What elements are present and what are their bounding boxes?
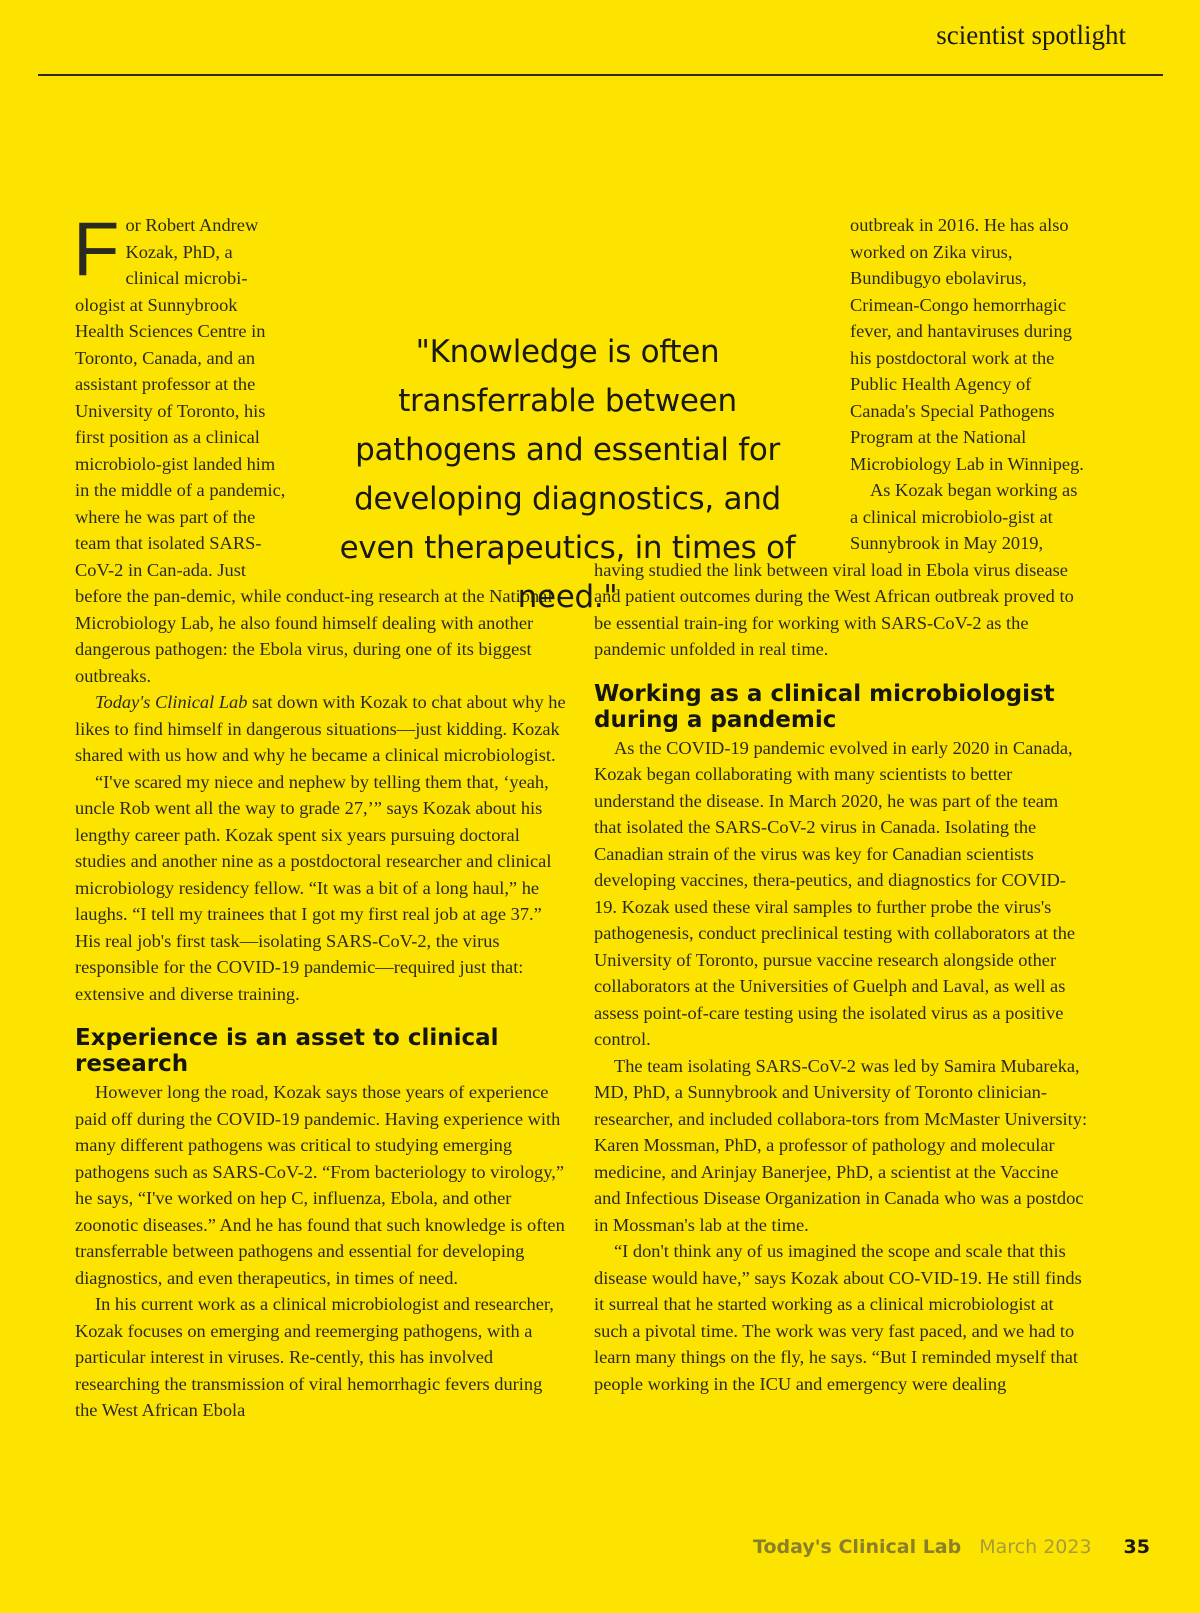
intro-text: or Robert Andrew Kozak, PhD, a clinical microbi-ologist at Sunnybrook Health Sciences Centre in Toronto, Canada, and an assistant professor at the University of Toronto, his first position as a clinical microbiolo-gist landed him in the middle of a pandemic, where he was part of the team that isolated SARS-CoV-2 in Can-ada. Just before the pan-demic, while conduct-ing research at the National Microbiology Lab, he also found himself dealing with another dangerous pathogen: the Ebola virus, during one of its biggest outbreaks. bbox=[75, 215, 553, 686]
section-label: scientist spotlight bbox=[936, 20, 1126, 50]
paragraph: The team isolating SARS-CoV-2 was led by Samira Mubareka, MD, PhD, a Sunnybrook and University of Toronto clinician-researcher, and included collabora-tors from McMaster University: Karen Mossman, PhD, a professor of pathology and molecular medicine, and Arinjay Banerjee, PhD, a scientist at the Vaccine and Infectious Disease Organization in Canada who was a postdoc in Mossman's lab at the time. bbox=[594, 1055, 1088, 1235]
paragraph: However long the road, Kozak says those years of experience paid off during the COVID-19 pandemic. Having experience with many different pathogens was critical to studying emerging pathogens such as SARS-CoV-2. “From bacteriology to virology,” he says, “I've worked on hep C, influenza, Ebola, and other zoonotic diseases.” And he has found that such knowledge is often transferrable between pathogens and essential for developing diagnostics, and even therapeutics, in times of need. bbox=[75, 1082, 565, 1288]
publication-italic: Today's Clinical Lab bbox=[95, 692, 248, 712]
header-rule bbox=[38, 74, 1163, 76]
subheading-working: Working as a clinical microbiologist during a pandemic bbox=[594, 680, 1055, 733]
paragraph: “I don't think any of us imagined the scope and scale that this disease would have,” says Kozak about CO-VID-19. He still finds it surreal that he started working as a clinical microbiologist at such a pivotal time. The work was very fast paced, and we had to learn many things on the fly, he says. “But I reminded myself that people working in the ICU and emergency were dealing bbox=[594, 1241, 1082, 1394]
paragraph: In his current work as a clinical microbiologist and researcher, Kozak focuses on emerging and reemerging pathogens, with a particular interest in viruses. Re-cently, this has involved researching the transmission of viral hemorrhagic fevers during the West African Ebola bbox=[75, 1294, 554, 1420]
paragraph: “I've scared my niece and nephew by telling them that, ‘yeah, uncle Rob went all the way to grade 27,’” says Kozak about his lengthy career path. Kozak spent six years pursuing doctoral studies and another nine as a postdoctoral researcher and clinical microbiology residency fellow. “It was a bit of a long haul,” he laughs. “I tell my trainees that I got my first real job at age 37.” His real job's first task—isolating SARS-CoV-2, the virus responsible for the COVID-19 pandemic—required just that: extensive and diverse training. bbox=[75, 771, 552, 1004]
paragraph: outbreak in 2016. He has also worked on Zika virus, Bundibugyo ebolavirus, Crimean-Congo hemorrhagic fever, and hantaviruses during his postdoctoral work at the Public Health Agency of Canada's Special Pathogens Program at the National Microbiology Lab in Winnipeg. bbox=[850, 215, 1084, 474]
page-footer bbox=[753, 1536, 1150, 1558]
drop-cap: F bbox=[73, 207, 120, 292]
subheading-experience: Experience is an asset to clinical research bbox=[75, 1025, 499, 1077]
footer-date: March 2023 bbox=[979, 1536, 1092, 1558]
paragraph: As the COVID-19 pandemic evolved in early 2020 in Canada, Kozak began collaborating with many scientists to better understand the disease. In March 2020, he was part of the team that isolated the SARS-CoV-2 virus in Canada. Isolating the Canadian strain of the virus was key for Canadian scientists developing vaccines, thera-peutics, and diagnostics for COVID-19. Kozak used these viral samples to further probe the virus's pathogenesis, conduct preclinical testing with collaborators at the University of Toronto, pursue vaccine research alongside other collaborators at the Universities of Guelph and Laval, as well as assess point-of-care testing using the isolated virus as a positive control. bbox=[594, 737, 1076, 1049]
pullquote: "Knowledge is often transferrable between pathogens and essential for developing diagnostics, and even therapeutics, in times of need." bbox=[339, 334, 796, 615]
paragraph bbox=[75, 689, 568, 769]
paragraph-text: sat down with Kozak to chat about why he likes to find himself in dangerous situations—just kidding. Kozak shared with us how and why he became a clinical microbiologist. bbox=[75, 692, 566, 765]
footer-publication: Today's Clinical Lab bbox=[753, 1536, 962, 1558]
paragraph: As Kozak began working as a clinical microbiolo-gist at Sunnybrook in May 2019, having studied the link between viral load in Ebola virus disease and patient outcomes during the West African outbreak proved to be essential train-ing for working with SARS-CoV-2 as the pandemic unfolded in real time. bbox=[594, 480, 1078, 659]
page-number: 35 bbox=[1123, 1536, 1150, 1558]
